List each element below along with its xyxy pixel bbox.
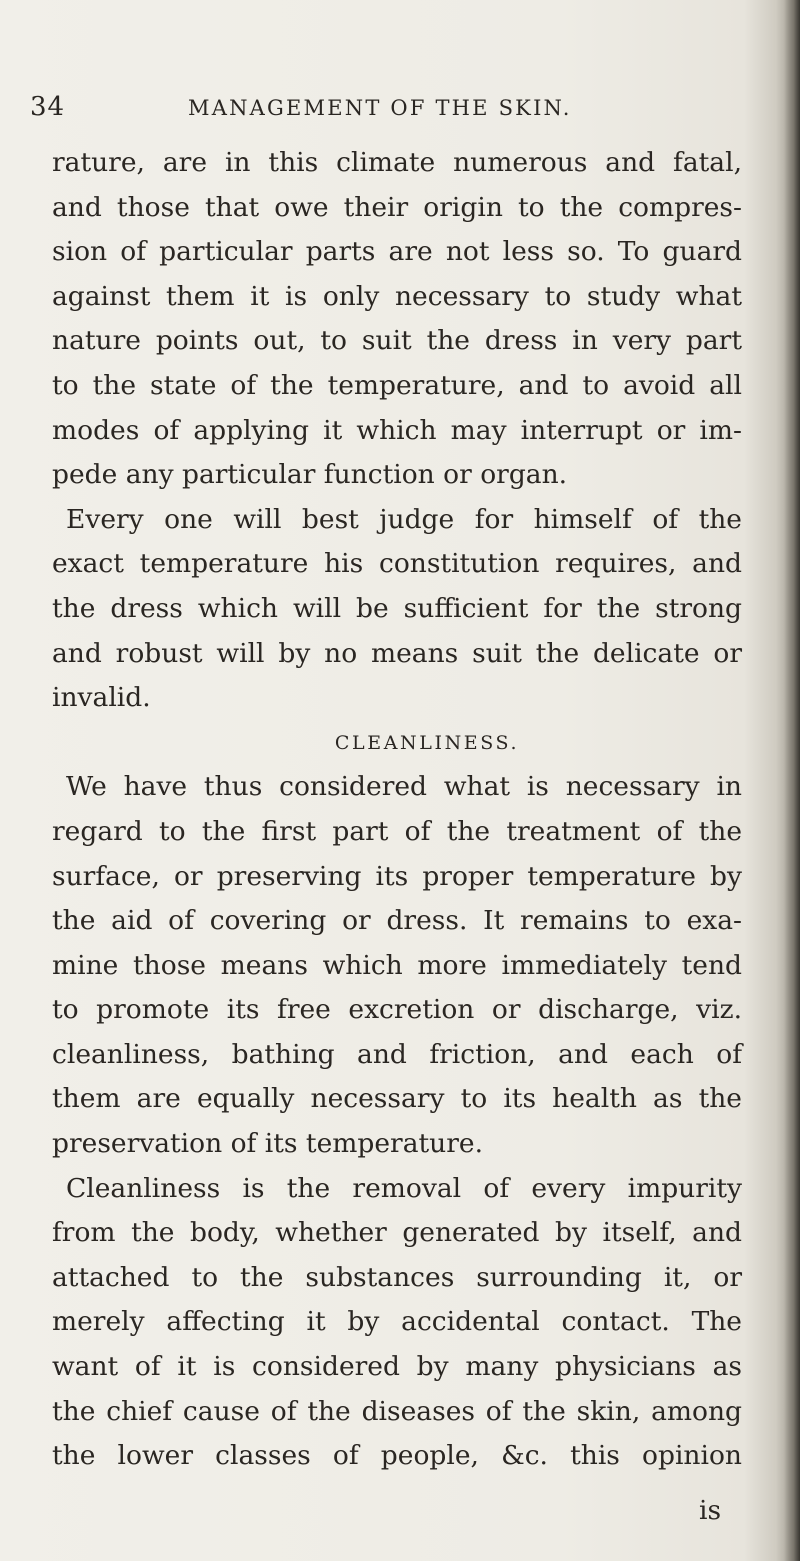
running-head: MANAGEMENT OF THE SKIN. [188, 96, 572, 120]
page-number: 34 [30, 92, 66, 122]
text-line: and those that owe their origin to the compres- [52, 191, 742, 223]
text-line: merely affecting it by accidental contact. The [52, 1306, 742, 1338]
text-line: the lower classes of people, &c. this opinion [52, 1440, 742, 1472]
text-line: to promote its free excretion or discharge, viz. [52, 994, 742, 1026]
text-line: and robust will by no means suit the delicate or [52, 637, 742, 669]
text-line: them are equally necessary to its health as the [52, 1083, 742, 1115]
text-line: Every one will best judge for himself of the [66, 503, 742, 535]
text-line: Cleanliness is the removal of every impurity [66, 1172, 742, 1204]
text-line: attached to the substances surrounding it, or [52, 1261, 742, 1293]
text-line: regard to the first part of the treatment of the [52, 815, 742, 847]
text-line: mine those means which more immediately tend [52, 949, 742, 981]
text-line: against them it is only necessary to study what [52, 280, 742, 312]
text-line: rature, are in this climate numerous and fatal, [52, 147, 742, 178]
text-line: from the body, whether generated by itself, and [52, 1217, 742, 1249]
section-heading: CLEANLINESS. [334, 731, 520, 754]
text-line: surface, or preserving its proper temperature by [52, 860, 742, 892]
text-line: preservation of its temperature. [52, 1128, 484, 1160]
text-line: We have thus considered what is necessary in [66, 771, 742, 803]
text-line: modes of applying it which may interrupt or im- [52, 414, 742, 446]
text-line: the aid of covering or dress. It remains to exa- [52, 905, 742, 937]
text-line: to the state of the temperature, and to avoid all [52, 369, 742, 401]
page-header [30, 92, 750, 132]
text-line: sion of particular parts are not less so. To guard [52, 236, 742, 268]
text-line: want of it is considered by many physicians as [52, 1351, 742, 1383]
text-line: invalid. [52, 682, 151, 714]
page-edge-shadow [784, 0, 800, 1561]
text-line: pede any particular function or organ. [52, 459, 568, 491]
text-line: the dress which will be sufficient for the strong [52, 592, 742, 624]
text-line: nature points out, to suit the dress in very part [52, 325, 742, 357]
catchword: is [699, 1495, 722, 1526]
body-text [52, 141, 742, 1479]
text-line: exact temperature his constitution requires, and [52, 548, 742, 580]
text-line: the chief cause of the diseases of the skin, among [52, 1395, 742, 1427]
text-line: cleanliness, bathing and friction, and each of [52, 1038, 742, 1070]
